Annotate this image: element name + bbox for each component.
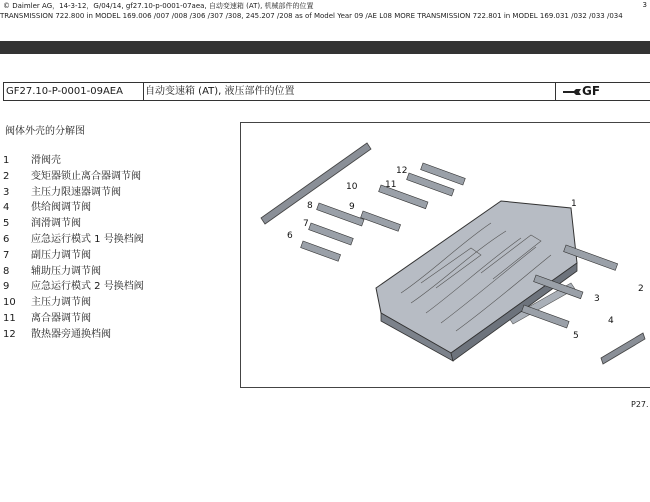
- legend-num: 12: [3, 328, 16, 340]
- legend-item: [3, 169, 144, 185]
- page-reference: P27.: [631, 400, 649, 409]
- legend-num: 9: [3, 281, 10, 293]
- legend-item: [3, 216, 144, 232]
- legend-num: 3: [3, 186, 10, 198]
- callout-label: 1: [571, 199, 577, 209]
- callout-label: 8: [307, 201, 313, 211]
- callout-label: 4: [608, 316, 614, 326]
- legend-item: [3, 232, 144, 248]
- callout-label: 9: [349, 202, 355, 212]
- legend-num: 2: [3, 170, 10, 182]
- header-model-line: TRANSMISSION 722.800 in MODEL 169.006 /007 /008 /306 /307 /308, 245.207 /208 as of Model Year 09 /AE L08 MORE TRANSMISSION 722.801 in MODEL 169.031 /032 /033 /034: [0, 12, 623, 20]
- legend-item: [3, 153, 144, 169]
- legend-num: 10: [3, 297, 16, 309]
- section-title: 阀体外壳的分解图: [5, 126, 85, 137]
- header-right-mark: 3: [642, 1, 647, 9]
- document-title: 自动变速箱 (AT), 液压部件的位置: [142, 83, 556, 100]
- legend-label: 副压力调节阀: [31, 249, 91, 261]
- callout-label: 12: [396, 166, 408, 176]
- document-id: GF27.10-P-0001-09AEA: [4, 83, 144, 100]
- legend-label: 供给阀调节阀: [31, 202, 91, 214]
- legend-num: 6: [3, 233, 10, 245]
- legend-label: 润滑调节阀: [31, 218, 81, 230]
- gf-logo: [562, 84, 600, 99]
- callout-label: 11: [385, 180, 397, 190]
- header-meta-line: © Daimler AG，14-3-12，G/04/14, gf27.10-p-0001-07aea, 自动变速箱 (AT), 机械部件的位置: [3, 2, 314, 10]
- document-id-row: [3, 82, 650, 101]
- legend-label: 离合器调节阀: [31, 312, 91, 324]
- legend-item: [3, 295, 144, 311]
- exploded-view-figure: [240, 122, 650, 388]
- legend-label: 变矩器锁止离合器调节阀: [31, 170, 141, 182]
- legend-label: 主压力限速器调节阀: [31, 186, 121, 198]
- legend-item: [3, 327, 144, 343]
- callout-label: 7: [303, 219, 309, 229]
- header-divider-bar: [0, 41, 650, 54]
- legend-item: [3, 264, 144, 280]
- legend-item: [3, 279, 144, 295]
- legend-label: 主压力调节阀: [31, 297, 91, 309]
- legend-item: [3, 200, 144, 216]
- valve-body-illustration: [241, 123, 649, 387]
- legend-label: 散热器旁通换档阀: [31, 328, 111, 340]
- legend-item: [3, 248, 144, 264]
- callout-label: 10: [346, 182, 358, 192]
- legend-num: 4: [3, 202, 10, 214]
- legend-list: [3, 153, 144, 343]
- legend-num: 7: [3, 249, 10, 261]
- legend-label: 应急运行模式 1 号换档阀: [31, 233, 144, 245]
- callout-label: 2: [638, 284, 644, 294]
- legend-num: 1: [3, 155, 10, 166]
- callout-label: 6: [287, 231, 293, 241]
- legend-num: 11: [3, 312, 16, 324]
- legend-item: [3, 185, 144, 201]
- legend-item: [3, 311, 144, 327]
- wrench-icon: [562, 86, 582, 98]
- callout-label: 5: [573, 331, 579, 341]
- legend-num: 8: [3, 265, 10, 277]
- legend-label: 应急运行模式 2 号换档阀: [31, 281, 144, 293]
- legend-num: 5: [3, 218, 10, 230]
- callout-label: 3: [594, 294, 600, 304]
- legend-label: 辅助压力调节阀: [31, 265, 101, 277]
- logo-text: GF: [582, 84, 601, 98]
- legend-label: 滑阀壳: [31, 155, 61, 166]
